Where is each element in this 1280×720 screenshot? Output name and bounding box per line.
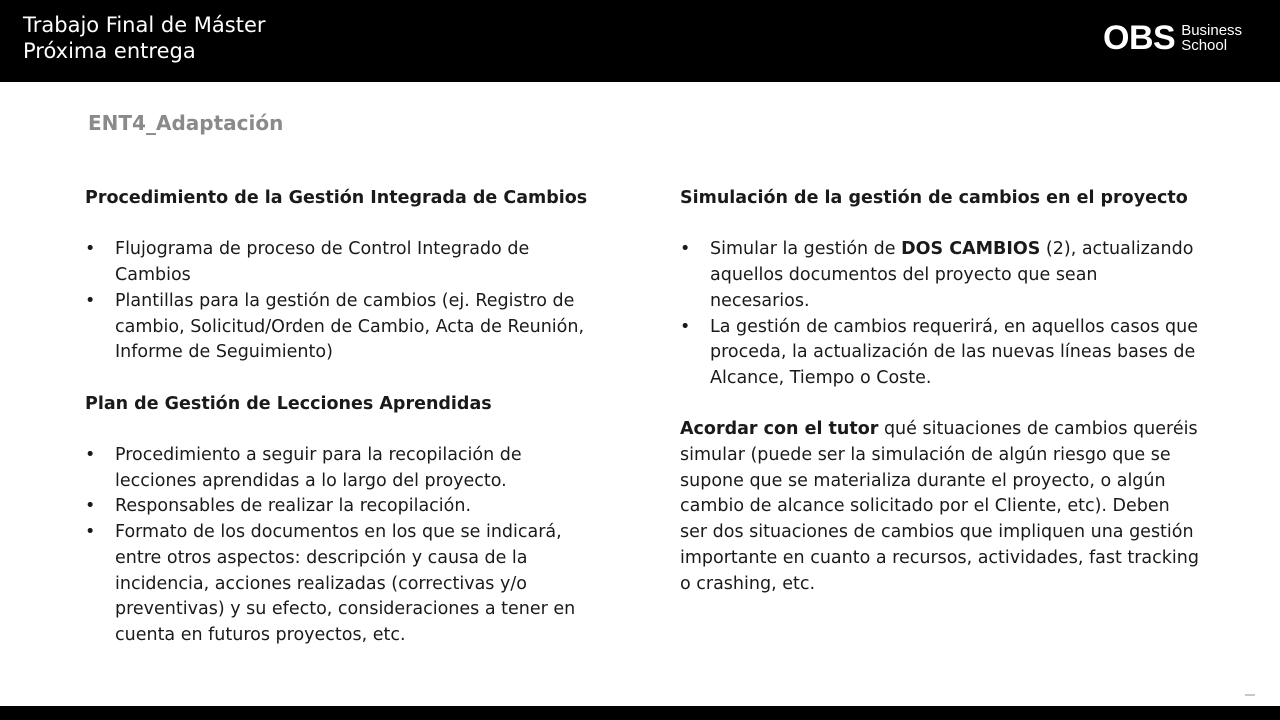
corner-mark (1245, 694, 1255, 696)
item-text: Simular la gestión de (710, 239, 902, 260)
right-column (680, 186, 1200, 597)
slide-title (23, 12, 266, 64)
list-item: • Procedimiento a seguir para la recopilación de lecciones aprendidas a lo largo del proyecto. (85, 443, 595, 494)
logo-line-1: Business (1181, 22, 1243, 39)
spacer (85, 366, 595, 392)
logo-wordmark (1181, 23, 1242, 53)
footer-bar (0, 706, 1280, 720)
list-item: • Flujograma de proceso de Control Integrado de Cambios (85, 237, 595, 288)
heading-lessons-plan: Plan de Gestión de Lecciones Aprendidas (85, 393, 492, 414)
logo-line-2: School (1181, 37, 1228, 54)
list-item: • La gestión de cambios requerirá, en aquellos casos que proceda, la actualización de las nuevas líneas bases de Alcance, Tiempo o Coste. (680, 315, 1200, 392)
item-text: (2), actualizando aquellos documentos del proyecto que sean necesarios. (710, 239, 1194, 311)
change-procedure-list (85, 237, 595, 366)
obs-logo (1103, 18, 1242, 58)
left-column (85, 186, 595, 649)
lessons-plan-list (85, 443, 595, 649)
heading-change-procedure: Procedimiento de la Gestión Integrada de Cambios (85, 188, 588, 208)
section-code: ENT4_Adaptación (88, 111, 284, 135)
list-item (680, 237, 1200, 314)
title-line-1: Trabajo Final de Máster (23, 13, 266, 37)
spacer (85, 417, 595, 443)
tutor-paragraph (680, 417, 1200, 597)
item-emphasis: DOS CAMBIOS (901, 239, 1041, 260)
title-line-2: Próxima entrega (23, 39, 196, 63)
list-item: • Plantillas para la gestión de cambios (ej. Registro de cambio, Solicitud/Orden de Cambio, Acta de Reunión, Informe de Seguimiento) (85, 289, 595, 366)
spacer (85, 212, 595, 238)
header-bar (0, 0, 1280, 82)
list-item: • Responsables de realizar la recopilación. (85, 494, 595, 520)
list-item: • Formato de los documentos en los que se indicará, entre otros aspectos: descripción y causa de la incidencia, acciones realizadas (correctivas y/o preventivas) y su efecto, consideraciones a tener en cuenta en futuros proyectos, etc. (85, 520, 595, 649)
spacer (680, 392, 1200, 418)
simulation-list (680, 237, 1200, 391)
heading-change-simulation: Simulación de la gestión de cambios en el proyecto (680, 188, 1188, 208)
logo-mark: OBS (1103, 19, 1176, 57)
spacer (680, 212, 1200, 238)
paragraph-text: qué situaciones de cambios queréis simular (puede ser la simulación de algún riesgo que se supone que se materializa durante el proyecto, o algún cambio de alcance solicitado por el Cliente, etc). Deben ser dos situaciones de cambios que impliquen una gestión importante en cuanto a recursos, actividades, fast tracking o crashing, etc. (680, 419, 1199, 594)
paragraph-emphasis: Acordar con el tutor (680, 419, 879, 440)
